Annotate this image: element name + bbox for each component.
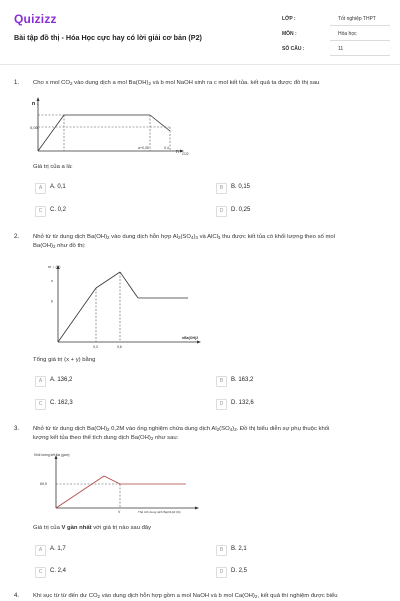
q2-fall-line xyxy=(120,272,138,298)
q3-option-c-text: C. 2,4 xyxy=(50,568,67,574)
meta-subject-value: Hóa học xyxy=(338,31,357,37)
q2-option-a-letter: A xyxy=(35,376,46,387)
q1-x-axis-label: n xyxy=(176,149,179,155)
q3-y-axis-label: Khối lượng kết tủa (gam) xyxy=(34,453,70,457)
q3-y-value: 69,9 xyxy=(40,482,47,486)
q3-option-c-letter: C xyxy=(35,567,46,578)
q1-option-c-letter: C xyxy=(35,206,46,217)
q2-option-d-letter: D xyxy=(216,399,227,410)
meta-class-label: LỚP : xyxy=(282,16,296,22)
question-2-prompt: Tổng giá trị (x + y) bằng xyxy=(33,357,96,363)
q2-option-a-text: A. 136,2 xyxy=(50,377,73,383)
q1-option-d-text: D. 0,25 xyxy=(231,207,251,213)
q3-x-value: V xyxy=(118,510,121,514)
meta-subject-underline xyxy=(330,40,390,41)
q1-rise-line xyxy=(38,115,64,151)
q2-option-b-text: B. 163,2 xyxy=(231,377,254,383)
meta-class-underline xyxy=(330,25,390,26)
question-1-graph xyxy=(30,95,200,157)
q2-option-d-text: D. 132,6 xyxy=(231,400,254,406)
q1-option-a-letter: A xyxy=(35,183,46,194)
q2-y-label-mid: y xyxy=(51,298,53,303)
q1-option-b-letter: B xyxy=(216,183,227,194)
q1-y-value: 0,05 xyxy=(30,125,38,130)
q1-option-d-letter: D xyxy=(216,206,227,217)
q2-option-c-text: C. 162,3 xyxy=(50,400,73,406)
question-3-graph xyxy=(34,450,204,520)
quizizz-logo: Quizizz xyxy=(14,12,57,26)
q3-x-axis-label: Thể tích dung dịch Ba(OH)2 (lít) xyxy=(138,510,181,514)
question-2-number: 2. xyxy=(14,234,20,240)
q2-x-label-2: 0,6 xyxy=(117,345,122,349)
meta-count-value: 11 xyxy=(338,46,344,52)
q3-fall-line xyxy=(104,476,120,484)
q2-x-arrow xyxy=(197,341,201,344)
meta-class-value: Tốt nghiệp THPT xyxy=(338,16,376,22)
q1-x-value-2: 0,4 xyxy=(164,146,169,150)
q2-x-axis-label: nBa(OH)2 xyxy=(182,336,199,340)
question-4-number: 4. xyxy=(14,593,20,599)
meta-count xyxy=(278,45,390,55)
q3-rise-line xyxy=(56,476,104,508)
q3-option-a-letter: A xyxy=(35,545,46,556)
meta-subject-label: MÔN : xyxy=(282,31,297,37)
question-1-text: Cho x mol $CO_2$ vào dung dịch a mol $Ba(OH)_2$ và b mol NaOH sinh ra c mol kết tủa. kết quả ta được đồ thị sau xyxy=(33,80,320,86)
question-1-prompt: Giá trị của a là: xyxy=(33,164,73,170)
meta-subject xyxy=(278,30,390,40)
q2-option-c-letter: C xyxy=(35,399,46,410)
header-divider xyxy=(0,64,400,65)
document-header xyxy=(0,0,400,62)
document-title: Bài tập đồ thị - Hóa Học cực hay có lời giải cơ bản (P2) xyxy=(14,33,202,42)
question-3-number: 3. xyxy=(14,426,20,432)
q3-x-arrow xyxy=(195,507,199,510)
q1-option-a-text: A. 0,1 xyxy=(50,184,66,190)
q3-option-d-letter: D xyxy=(216,567,227,578)
q2-y-axis-label: m ↓ (g) xyxy=(48,264,61,269)
q3-option-b-text: B. 2,1 xyxy=(231,546,247,552)
q2-option-b-letter: B xyxy=(216,376,227,387)
q1-option-b-text: B. 0,15 xyxy=(231,184,251,190)
question-2-graph xyxy=(38,260,208,350)
q1-x-axis-sub: CO2 xyxy=(182,152,189,156)
q1-option-c-text: C. 0,2 xyxy=(50,207,67,213)
question-3-prompt: Giá trị của V gần nhất với giá trị nào sau đây xyxy=(33,525,152,531)
q2-x-label-1: 0,3 xyxy=(93,345,98,349)
q2-rise-line-1 xyxy=(58,288,96,342)
q3-option-d-text: D. 2,5 xyxy=(231,568,248,574)
q1-y-axis-label: n ↓ xyxy=(32,101,39,107)
question-2-text: Nhỏ từ từ dung dịch $Ba(OH)_2$ vào dung dịch hỗn hợp $Al_2(SO_4)_3$ và AlCl$_3$ thu được kết tủa có khối lượng theo số mol $Ba(OH)_2$ như đồ thị: xyxy=(33,234,335,249)
q2-y-label-top: x xyxy=(51,278,53,283)
q3-option-b-letter: B xyxy=(216,545,227,556)
q1-x-value-1: a+0,35 xyxy=(138,146,149,150)
question-4-text: Khi sục từ từ đến dư $CO_2$ vào dung dịch hỗn hợp gồm a mol NaOH và b mol $Ca(OH)_2$, kết quả thí nghiệm được biểu xyxy=(33,593,338,599)
meta-count-underline xyxy=(330,55,390,56)
question-1-number: 1. xyxy=(14,80,20,86)
meta-count-label: SỐ CÂU : xyxy=(282,46,305,52)
meta-class xyxy=(278,15,390,25)
q2-rise-line-2 xyxy=(96,272,120,288)
q3-option-a-text: A. 1,7 xyxy=(50,546,66,552)
question-3-text: Nhỏ từ từ dung dịch $Ba(OH)_2$ 0,2M vào ống nghiệm chứa dung dịch $Al_2(SO_4)_3$. Đồ thị biểu diễn sự phụ thuộc khối lượng kết tủa theo thể tích dung dịch $Ba(OH)_2$ như sau: xyxy=(33,426,330,441)
q1-fall-line xyxy=(150,115,170,131)
